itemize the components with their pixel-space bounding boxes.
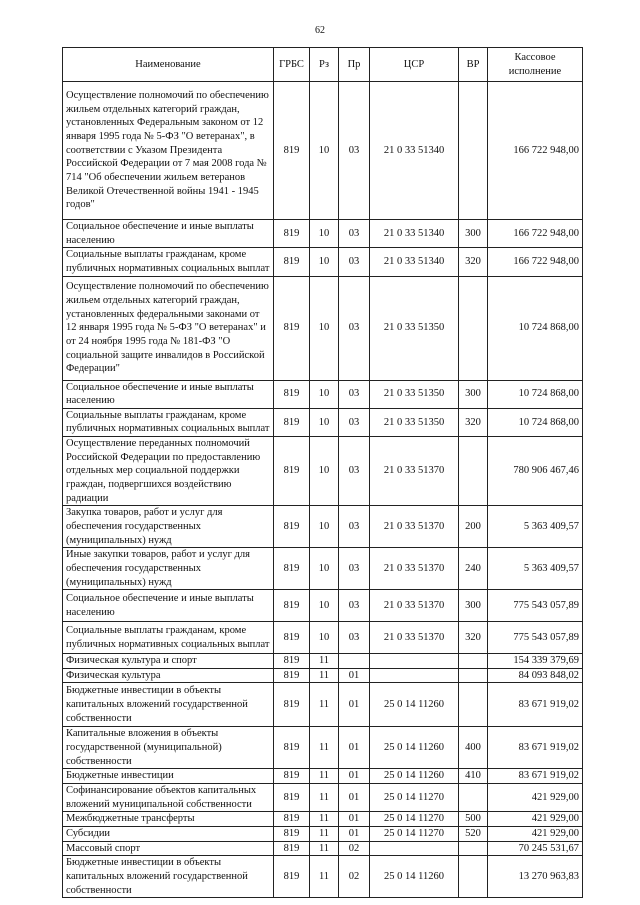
row-name-cell: Социальное обеспечение и иные выплаты населению	[63, 380, 274, 408]
row-vr-cell: 320	[459, 408, 488, 436]
header-vr: ВР	[459, 48, 488, 82]
row-vr-cell: 240	[459, 548, 488, 590]
row-csr-cell: 21 0 33 51340	[370, 248, 459, 276]
row-vr-cell	[459, 784, 488, 812]
row-rz-cell: 10	[310, 82, 339, 220]
row-pr-cell: 03	[339, 506, 370, 548]
row-grbs-cell: 819	[274, 82, 310, 220]
row-rz-cell: 11	[310, 841, 339, 856]
row-vr-cell	[459, 683, 488, 727]
row-rz-cell: 10	[310, 220, 339, 248]
row-pr-cell: 03	[339, 82, 370, 220]
table-row	[63, 408, 583, 436]
row-rz-cell: 10	[310, 548, 339, 590]
header-pr: Пр	[339, 48, 370, 82]
row-vr-cell	[459, 82, 488, 220]
row-amount-cell: 5 363 409,57	[488, 548, 583, 590]
row-rz-cell: 11	[310, 812, 339, 827]
row-name-cell: Иные закупки товаров, работ и услуг для обеспечения государственных (муниципальных) нужд	[63, 548, 274, 590]
row-rz-cell: 11	[310, 727, 339, 769]
row-name-cell: Закупка товаров, работ и услуг для обеспечения государственных (муниципальных) нужд	[63, 506, 274, 548]
row-amount-cell: 13 270 963,83	[488, 856, 583, 898]
row-amount-cell: 10 724 868,00	[488, 276, 583, 380]
row-rz-cell: 11	[310, 826, 339, 841]
row-pr-cell: 03	[339, 548, 370, 590]
row-pr-cell: 01	[339, 812, 370, 827]
row-rz-cell: 10	[310, 408, 339, 436]
row-rz-cell: 10	[310, 506, 339, 548]
row-vr-cell: 200	[459, 506, 488, 548]
table-row	[63, 590, 583, 622]
row-amount-cell: 83 671 919,02	[488, 769, 583, 784]
row-vr-cell: 320	[459, 622, 488, 654]
row-grbs-cell: 819	[274, 622, 310, 654]
row-pr-cell: 01	[339, 727, 370, 769]
row-csr-cell: 25 0 14 11260	[370, 683, 459, 727]
row-rz-cell: 10	[310, 380, 339, 408]
table-row	[63, 506, 583, 548]
row-grbs-cell: 819	[274, 812, 310, 827]
row-pr-cell: 03	[339, 276, 370, 380]
row-rz-cell: 10	[310, 248, 339, 276]
row-rz-cell: 11	[310, 856, 339, 898]
row-vr-cell: 400	[459, 727, 488, 769]
row-name-cell: Социальные выплаты гражданам, кроме публичных нормативных социальных выплат	[63, 408, 274, 436]
row-amount-cell: 421 929,00	[488, 826, 583, 841]
row-rz-cell: 10	[310, 437, 339, 506]
row-name-cell: Софинансирование объектов капитальных вложений муниципальной собственности	[63, 784, 274, 812]
row-csr-cell: 21 0 33 51340	[370, 220, 459, 248]
table-row	[63, 856, 583, 898]
row-pr-cell: 01	[339, 784, 370, 812]
table-row	[63, 248, 583, 276]
row-name-cell: Бюджетные инвестиции	[63, 769, 274, 784]
row-csr-cell: 25 0 14 11260	[370, 856, 459, 898]
row-grbs-cell: 819	[274, 841, 310, 856]
header-name: Наименование	[63, 48, 274, 82]
row-name-cell: Социальные выплаты гражданам, кроме публичных нормативных социальных выплат	[63, 248, 274, 276]
row-grbs-cell: 819	[274, 654, 310, 669]
row-pr-cell: 02	[339, 856, 370, 898]
row-amount-cell: 154 339 379,69	[488, 654, 583, 669]
row-vr-cell: 300	[459, 590, 488, 622]
row-name-cell: Социальные выплаты гражданам, кроме публичных нормативных социальных выплат	[63, 622, 274, 654]
table-row	[63, 668, 583, 683]
row-rz-cell: 11	[310, 769, 339, 784]
row-csr-cell: 21 0 33 51350	[370, 380, 459, 408]
row-pr-cell: 03	[339, 590, 370, 622]
row-grbs-cell: 819	[274, 769, 310, 784]
row-vr-cell: 520	[459, 826, 488, 841]
row-grbs-cell: 819	[274, 856, 310, 898]
row-rz-cell: 11	[310, 683, 339, 727]
row-name-cell: Осуществление полномочий по обеспечению жильем отдельных категорий граждан, установленных федеральными законами от 12 января 1995 года № 5-ФЗ "О ветеранах" и от 24 ноября 1995 года № 181-ФЗ "О социальной защите инвалидов в Российской Федерации"	[63, 276, 274, 380]
header-amount: Кассовое исполнение	[488, 48, 583, 82]
row-amount-cell: 775 543 057,89	[488, 590, 583, 622]
header-rz: Рз	[310, 48, 339, 82]
row-amount-cell: 10 724 868,00	[488, 408, 583, 436]
row-pr-cell: 01	[339, 668, 370, 683]
row-pr-cell: 02	[339, 841, 370, 856]
row-pr-cell: 03	[339, 248, 370, 276]
row-rz-cell: 11	[310, 668, 339, 683]
row-pr-cell: 01	[339, 683, 370, 727]
row-grbs-cell: 819	[274, 784, 310, 812]
row-csr-cell: 25 0 14 11270	[370, 826, 459, 841]
row-csr-cell: 21 0 33 51370	[370, 548, 459, 590]
row-name-cell: Физическая культура	[63, 668, 274, 683]
header-grbs: ГРБС	[274, 48, 310, 82]
table-header-row	[63, 48, 583, 82]
row-pr-cell: 03	[339, 408, 370, 436]
row-grbs-cell: 819	[274, 248, 310, 276]
row-amount-cell: 5 363 409,57	[488, 506, 583, 548]
row-name-cell: Субсидии	[63, 826, 274, 841]
row-csr-cell: 25 0 14 11270	[370, 784, 459, 812]
row-vr-cell: 410	[459, 769, 488, 784]
row-name-cell: Бюджетные инвестиции в объекты капитальных вложений государственной собственности	[63, 856, 274, 898]
table-row	[63, 769, 583, 784]
row-name-cell: Межбюджетные трансферты	[63, 812, 274, 827]
row-amount-cell: 10 724 868,00	[488, 380, 583, 408]
page-number: 62	[315, 25, 325, 36]
row-csr-cell: 21 0 33 51350	[370, 408, 459, 436]
row-amount-cell: 83 671 919,02	[488, 727, 583, 769]
row-name-cell: Осуществление переданных полномочий Российской Федерации по предоставлению отдельных мер социальной поддержки граждан, подвергшихся воздействию радиации	[63, 437, 274, 506]
row-name-cell: Массовый спорт	[63, 841, 274, 856]
row-csr-cell	[370, 654, 459, 669]
row-vr-cell: 300	[459, 220, 488, 248]
row-vr-cell	[459, 276, 488, 380]
table-row	[63, 841, 583, 856]
row-csr-cell: 21 0 33 51370	[370, 590, 459, 622]
row-grbs-cell: 819	[274, 506, 310, 548]
table-row	[63, 727, 583, 769]
row-pr-cell: 01	[339, 769, 370, 784]
row-vr-cell: 300	[459, 380, 488, 408]
row-amount-cell: 421 929,00	[488, 784, 583, 812]
row-rz-cell: 11	[310, 654, 339, 669]
table-row	[63, 826, 583, 841]
row-grbs-cell: 819	[274, 408, 310, 436]
table-row	[63, 437, 583, 506]
row-name-cell: Социальное обеспечение и иные выплаты населению	[63, 590, 274, 622]
row-name-cell: Капитальные вложения в объекты государственной (муниципальной) собственности	[63, 727, 274, 769]
table-body	[63, 82, 583, 898]
table-row	[63, 784, 583, 812]
row-grbs-cell: 819	[274, 220, 310, 248]
row-csr-cell	[370, 668, 459, 683]
row-pr-cell: 03	[339, 622, 370, 654]
row-grbs-cell: 819	[274, 380, 310, 408]
table-row	[63, 683, 583, 727]
row-csr-cell: 21 0 33 51340	[370, 82, 459, 220]
row-rz-cell: 11	[310, 784, 339, 812]
row-grbs-cell: 819	[274, 727, 310, 769]
row-grbs-cell: 819	[274, 826, 310, 841]
row-csr-cell	[370, 841, 459, 856]
row-amount-cell: 166 722 948,00	[488, 82, 583, 220]
row-vr-cell	[459, 856, 488, 898]
row-amount-cell: 83 671 919,02	[488, 683, 583, 727]
table-row	[63, 548, 583, 590]
row-amount-cell: 166 722 948,00	[488, 248, 583, 276]
row-csr-cell: 25 0 14 11260	[370, 769, 459, 784]
row-vr-cell: 320	[459, 248, 488, 276]
row-amount-cell: 421 929,00	[488, 812, 583, 827]
row-pr-cell: 03	[339, 380, 370, 408]
row-pr-cell	[339, 654, 370, 669]
row-csr-cell: 25 0 14 11260	[370, 727, 459, 769]
row-rz-cell: 10	[310, 590, 339, 622]
row-pr-cell: 03	[339, 437, 370, 506]
row-name-cell: Осуществление полномочий по обеспечению жильем отдельных категорий граждан, установленных Федеральным законом от 12 января 1995 года № 5-ФЗ "О ветеранах", в соответствии с Указом Президента Российской Федерации от 7 мая 2008 года № 714 "Об обеспечении жильем ветеранов Великой Отечественной войны 1941 - 1945 годов"	[63, 82, 274, 220]
row-grbs-cell: 819	[274, 437, 310, 506]
table-row	[63, 812, 583, 827]
row-csr-cell: 21 0 33 51370	[370, 506, 459, 548]
table-row	[63, 654, 583, 669]
row-vr-cell	[459, 841, 488, 856]
row-vr-cell	[459, 654, 488, 669]
row-amount-cell: 166 722 948,00	[488, 220, 583, 248]
row-grbs-cell: 819	[274, 668, 310, 683]
table-row	[63, 220, 583, 248]
row-grbs-cell: 819	[274, 590, 310, 622]
row-name-cell: Физическая культура и спорт	[63, 654, 274, 669]
row-grbs-cell: 819	[274, 276, 310, 380]
budget-execution-table	[62, 47, 583, 898]
row-grbs-cell: 819	[274, 548, 310, 590]
row-amount-cell: 70 245 531,67	[488, 841, 583, 856]
table-row	[63, 380, 583, 408]
row-amount-cell: 84 093 848,02	[488, 668, 583, 683]
table-row	[63, 82, 583, 220]
row-csr-cell: 25 0 14 11270	[370, 812, 459, 827]
row-name-cell: Социальное обеспечение и иные выплаты населению	[63, 220, 274, 248]
row-rz-cell: 10	[310, 622, 339, 654]
row-name-cell: Бюджетные инвестиции в объекты капитальных вложений государственной собственности	[63, 683, 274, 727]
row-vr-cell	[459, 668, 488, 683]
row-csr-cell: 21 0 33 51370	[370, 622, 459, 654]
row-pr-cell: 03	[339, 220, 370, 248]
table-row	[63, 276, 583, 380]
row-rz-cell: 10	[310, 276, 339, 380]
header-csr: ЦСР	[370, 48, 459, 82]
row-amount-cell: 775 543 057,89	[488, 622, 583, 654]
row-csr-cell: 21 0 33 51350	[370, 276, 459, 380]
row-amount-cell: 780 906 467,46	[488, 437, 583, 506]
row-vr-cell: 500	[459, 812, 488, 827]
row-csr-cell: 21 0 33 51370	[370, 437, 459, 506]
table-row	[63, 622, 583, 654]
row-grbs-cell: 819	[274, 683, 310, 727]
row-vr-cell	[459, 437, 488, 506]
row-pr-cell: 01	[339, 826, 370, 841]
